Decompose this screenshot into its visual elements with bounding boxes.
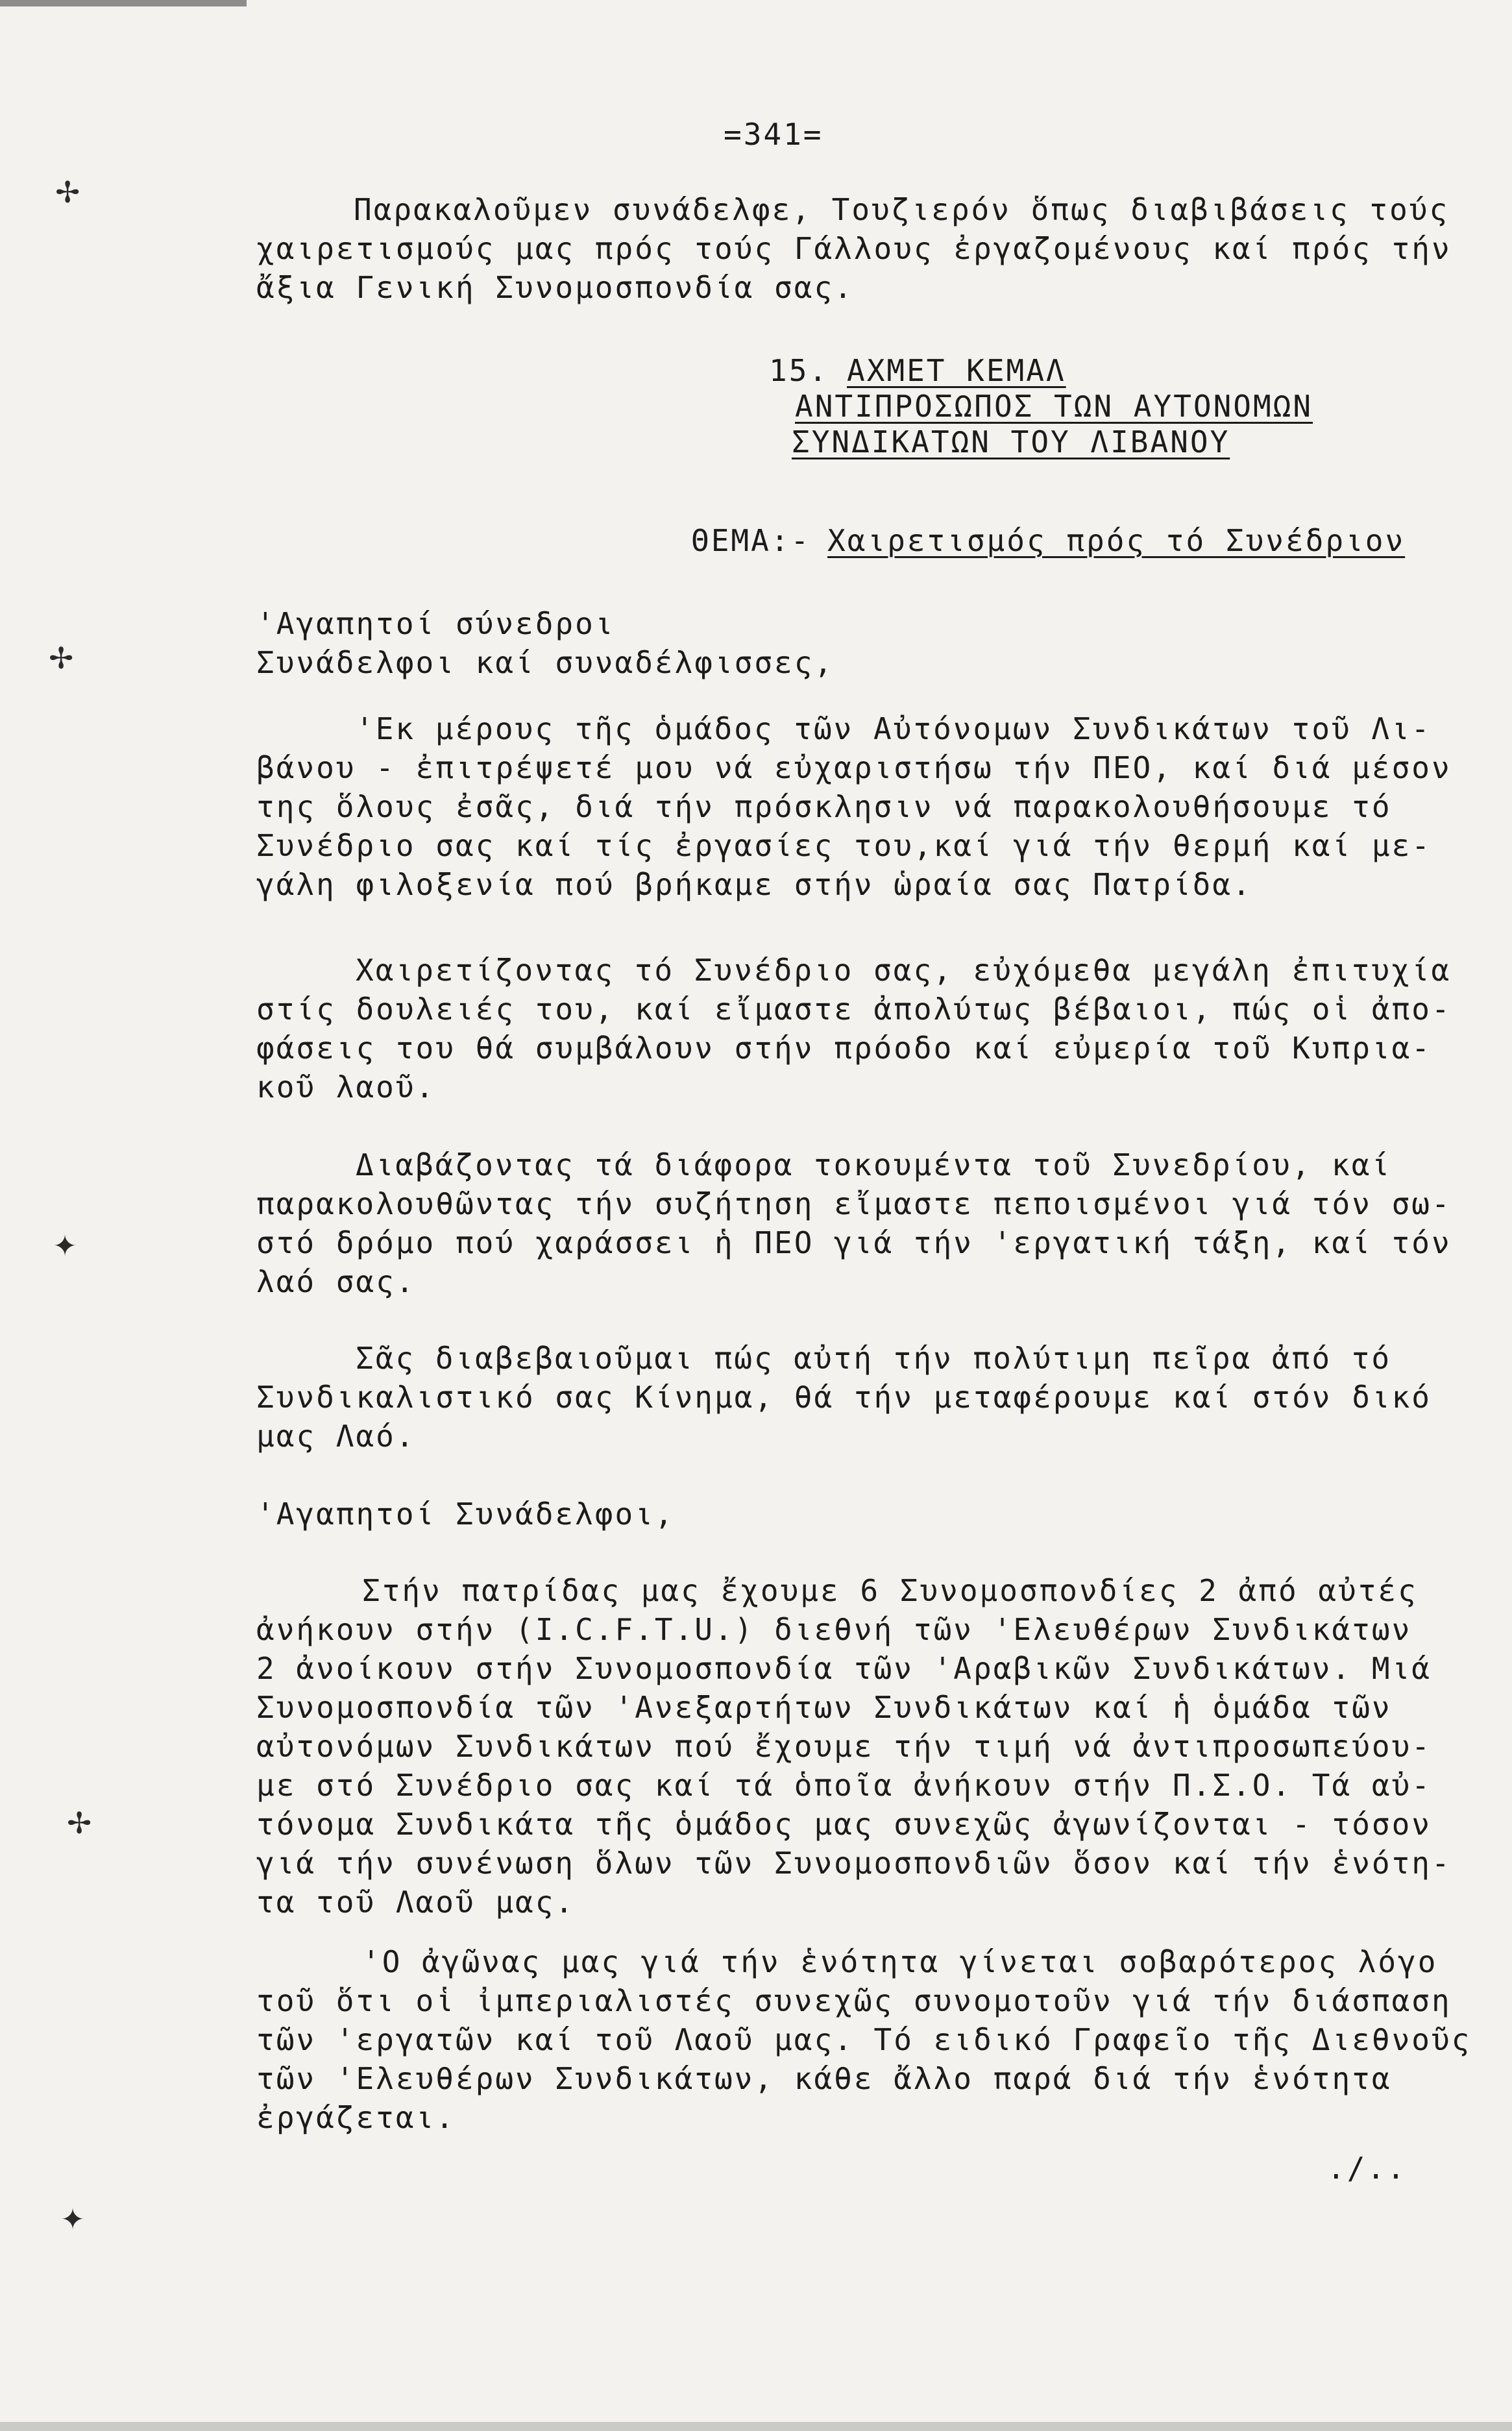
body-line: με στό Συνέδριο σας καί τά ὁποῖα ἀνήκουν στήν Π.Σ.Ο. Τά αὐ- [256, 1768, 1432, 1803]
body-line: φάσεις του θά συμβάλουν στήν πρόοδο καί εὐμερία τοῦ Κυπρια- [256, 1031, 1432, 1066]
body-line: της ὅλους ἐσᾶς, διά τήν πρόσκλησιν νά παρακολουθήσουμε τό [256, 789, 1392, 824]
margin-punch-mark: ✢ [49, 633, 73, 678]
margin-punch-mark: ✢ [56, 167, 80, 212]
salutation-line: 'Αγαπητοί Συνάδελφοι, [256, 1496, 675, 1532]
body-line: Συνομοσπονδία τῶν 'Ανεξαρτήτων Συνδικάτων καί ἡ ὁμάδα τῶν [256, 1690, 1392, 1725]
speaker-name: ΑΧΜΕΤ ΚΕΜΑΛ [847, 353, 1066, 388]
salutation-line: 'Αγαπητοί σύνεδροι [256, 606, 615, 641]
body-line: κοῦ λαοῦ. [256, 1069, 436, 1105]
salutation-line: Συνάδελφοι καί συναδέλφισσες, [256, 645, 835, 680]
body-line: τῶν 'εργατῶν καί τοῦ Λαοῦ μας. Τό ειδικό Γραφεῖο τῆς Διεθνοῦς [256, 2022, 1472, 2057]
speaker-role: ΑΝΤΙΠΡΟΣΩΠΟΣ ΤΩΝ ΑΥΤΟΝΟΜΩΝ [795, 389, 1313, 424]
margin-punch-mark: ✦ [61, 2193, 85, 2239]
continuation-marker: ./.. [1327, 2151, 1407, 2186]
body-line: ἐργάζεται. [256, 2100, 456, 2135]
intro-line: ἄξια Γενική Συνομοσπονδία σας. [256, 270, 854, 305]
body-line: ἀνήκουν στήν (I.C.F.T.U.) διεθνή τῶν 'Ελευθέρων Συνδικάτων [256, 1612, 1412, 1647]
body-line: τῶν 'Ελευθέρων Συνδικάτων, κάθε ἄλλο παρά διά τήν ἑνότητα [256, 2061, 1392, 2096]
body-line: τόνομα Συνδικάτα τῆς ὁμάδος μας συνεχῶς ἀγωνίζονται - τόσον [256, 1807, 1432, 1842]
body-line: παρακολουθῶντας τήν συζήτηση εἴμαστε πεποισμένοι γιά τόν σω- [256, 1186, 1452, 1221]
body-line: στίς δουλειές του, καί εἴμαστε ἀπολύτως βέβαιοι, πώς οἱ ἀπο- [256, 992, 1452, 1027]
body-line: Συνδικαλιστικό σας Κίνημα, θά τήν μεταφέρουμε καί στόν δικό [256, 1380, 1432, 1415]
intro-line: χαιρετισμούς μας πρός τούς Γάλλους ἐργαζομένους καί πρός τήν [256, 231, 1452, 266]
section-number: 15. [769, 353, 829, 388]
body-line: Χαιρετίζοντας τό Συνέδριο σας, εὐχόμεθα μεγάλη ἐπιτυχία [356, 953, 1452, 988]
scan-edge-smudge [0, 2422, 1512, 2431]
body-line: μας Λαό. [256, 1419, 416, 1454]
body-line: Συνέδριο σας καί τίς ἐργασίες του,καί γιά τήν θερμή καί με- [256, 828, 1432, 863]
page-number: =341= [724, 117, 823, 152]
body-line: βάνου - ἐπιτρέψετέ μου νά εὐχαριστήσω τήν ΠΕΟ, καί διά μέσον [256, 750, 1452, 785]
body-line: Σᾶς διαβεβαιοῦμαι πώς αὐτή τήν πολύτιμη πεῖρα ἀπό τό [356, 1341, 1392, 1376]
body-line: Διαβάζοντας τά διάφορα τοκουμέντα τοῦ Συνεδρίου, καί [356, 1147, 1392, 1182]
body-line: λαό σας. [256, 1264, 416, 1299]
body-line: γιά τήν συνένωση ὅλων τῶν Συνομοσπονδιῶν ὅσον καί τήν ἑνότη- [256, 1846, 1452, 1881]
body-line: 'Ο ἀγῶνας μας γιά τήν ἑνότητα γίνεται σοβαρότερος λόγο [362, 1944, 1438, 1979]
body-line: 'Εκ μέρους τῆς ὁμάδος τῶν Αὐτόνομων Συνδικάτων τοῦ Λι- [356, 711, 1432, 746]
margin-punch-mark: ✢ [67, 1798, 91, 1843]
margin-punch-mark: ✦ [53, 1220, 77, 1265]
body-line: Στήν πατρίδας μας ἔχουμε 6 Συνομοσπονδίες 2 ἀπό αὐτές [362, 1573, 1418, 1608]
body-line: 2 ἀνοίκουν στήν Συνομοσπονδία τῶν 'Αραβικῶν Συνδικάτων. Μιά [256, 1651, 1432, 1686]
body-line: τα τοῦ Λαοῦ μας. [256, 1885, 576, 1920]
body-line: αὐτονόμων Συνδικάτων πού ἔχουμε τήν τιμή νά ἀντιπροσωπεύου- [256, 1729, 1432, 1764]
scan-edge-smudge [0, 0, 247, 6]
subject-label: ΘΕΜΑ:- [691, 523, 811, 558]
subject-text: Χαιρετισμός πρός τό Συνέδριον [827, 523, 1406, 558]
speaker-role: ΣΥΝΔΙΚΑΤΩΝ ΤΟΥ ΛΙΒΑΝΟΥ [792, 424, 1230, 459]
body-line: τοῦ ὅτι οἱ ἰμπεριαλιστές συνεχῶς συνομοτοῦν γιά τήν διάσπαση [256, 1983, 1452, 2018]
body-line: στό δρόμο πού χαράσσει ἡ ΠΕΟ γιά τήν 'εργατική τάξη, καί τόν [256, 1225, 1452, 1260]
body-line: γάλη φιλοξενία πού βρήκαμε στήν ὡραία σας Πατρίδα. [256, 867, 1252, 902]
intro-line: Παρακαλοῦμεν συνάδελφε, Τουζιερόν ὅπως διαβιβάσεις τούς [354, 192, 1450, 227]
